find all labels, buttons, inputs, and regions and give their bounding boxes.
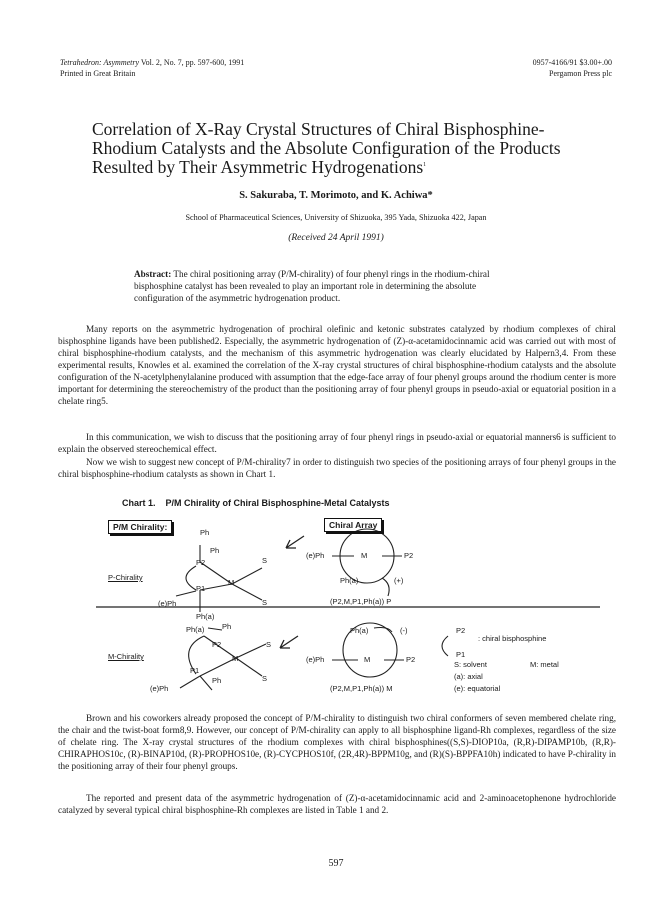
affiliation: School of Pharmaceutical Sciences, University of Shizuoka, 395 Yada, Shizuoka 422, Japan — [185, 213, 487, 222]
m-label-s-bottom: S — [262, 674, 268, 683]
label-s-bottom: S — [262, 598, 268, 607]
circle-p-p2: P2 — [404, 551, 414, 560]
m-label-ph-bottom: Ph — [212, 676, 222, 685]
paragraph-3: Now we wish to suggest new concept of P/M-chirality7 in order to distinguish two species of the positioning arrays of four phenyl groups in the chiral bisphosphine-rhodium catalysts as shown in Chart 1. — [58, 457, 616, 479]
page-number: 597 — [328, 858, 344, 869]
article-code: 0957-4166/91 $3.00+.00 — [532, 58, 612, 67]
circle-p-e-ph: (e)Ph — [306, 551, 325, 560]
m-label-s-top: S — [266, 640, 272, 649]
circle-p-m: M — [361, 551, 368, 560]
label-e-ph: (e)Ph — [158, 599, 177, 608]
paragraph-4: Brown and his coworkers already proposed the concept of P/M-chirality to distinguish two chiral conformers of seven membered chelate ring, the chair and the twist-boat form8,9. However, our concept of P/M-chirality can apply to all bisphosphine ligand-Rh complexes, regardless of the size of chelate ring. The X-ray crystal structures of the rhodium complexes with chiral bisphosphines((S,S)-DIOP10a, (R,R)-DIPAMP10b, (R,R)-CHIRAPHOS10c, (R)-BINAP10d, (R)-PROPHOS10e, (R)-CYCPHOS10f, (2R,4R)-BPPM10g, and (R)(S)-BPPFA10h) indicated to have P-chirality in the positioning array of their four phenyl groups. — [58, 713, 616, 771]
circle-p-plus: (+) — [394, 576, 404, 585]
m-label-e-ph: (e)Ph — [150, 684, 169, 693]
legend-solvent: S: solvent — [454, 660, 487, 669]
circle-m-p2: P2 — [406, 655, 416, 664]
pm-chirality-label: P/M Chirality: — [108, 520, 172, 534]
publisher: Pergamon Press plc — [549, 69, 612, 78]
label-m: M — [228, 578, 235, 587]
legend-p1: P1 — [456, 650, 466, 659]
label-ph-2: Ph — [210, 546, 220, 555]
m-label-p2: P2 — [212, 640, 222, 649]
paragraph-1: Many reports on the asymmetric hydrogenation of prochiral olefinic and ketonic substrates catalyzed by rhodium complexes of chiral bisphosphine ligands have been published2. Especially, the asymmetric hydrogenation of (Z)-α-acetamidocinnamic acid was carried out with most of chiral bisphosphine-rhodium catalysts, and the mechanism of this asymmetric hydrogenation was clearly elucidated by Halpern3,4. From these experimental results, Knowles et al. examined the correlation of the X-ray crystal structures of chiral bisphosphine-rhodium catalysts and the absolute configuration of the N-acetylphenylalanine produced with assumption that the edge-face array of four phenyl groups around the rhodium center is more important for determining the stereochemistry of the product than the positioning array of four phenyl groups in pseudo-axial or equatorial position in a chelate ring5. — [58, 324, 616, 406]
authors: S. Sakuraba, T. Morimoto, and K. Achiwa* — [239, 190, 433, 201]
legend-chiral-bisphosphine: : chiral bisphosphine — [478, 634, 547, 643]
p-chirality-label: P-Chirality — [108, 573, 143, 582]
circle-m-ph-a: Ph(a) — [350, 626, 369, 635]
legend-metal: M: metal — [530, 660, 559, 669]
circle-m-minus: (-) — [400, 626, 408, 635]
m-label-ph-a: Ph(a) — [186, 625, 205, 634]
m-label-ph: Ph — [222, 622, 232, 631]
received-date: (Received 24 April 1991) — [288, 233, 384, 243]
p-formula: (P2,M,P1,Ph(a)) P — [330, 597, 392, 606]
paper-title: Correlation of X-Ray Crystal Structures of Chiral Bisphosphine-Rhodium Catalysts and the Absolute Configuration of the Products Resulted by Their Asymmetric Hydrogenations$^1$ — [92, 119, 561, 177]
m-chirality-label: M-Chirality — [108, 652, 144, 661]
journal-volume: Vol. 2, No. 7, pp. 597-600, 1991 — [140, 58, 245, 67]
label-p1: P1 — [196, 584, 206, 593]
paragraph-2: In this communication, we wish to discuss that the positioning array of four phenyl rings in pseudo-axial or equatorial manners6 is sufficient to explain the observed stereochemical effect. — [58, 432, 616, 454]
label-ph-top: Ph — [200, 528, 210, 537]
m-label-m: M — [232, 654, 239, 663]
paragraph-5: The reported and present data of the asymmetric hydrogenation of (Z)-α-acetamidocinnamic acid and 2-aminoacetophenone hydrochloride catalyzed by several typical chiral bisphosphine-Rh complexes are listed in Table 1 and 2. — [58, 793, 616, 815]
legend-axial: (a): axial — [454, 672, 483, 681]
legend-equatorial: (e): equatorial — [454, 684, 501, 693]
circle-p-ph-a: Ph(a) — [340, 576, 359, 585]
abstract-label: Abstract: — [134, 269, 172, 279]
label-ph-a: Ph(a) — [196, 612, 215, 621]
chiral-array-label: Chiral Array — [324, 518, 382, 532]
m-label-p1: P1 — [190, 666, 200, 675]
circle-m-e-ph: (e)Ph — [306, 655, 325, 664]
chart-caption: Chart 1. P/M Chirality of Chiral Bisphosphine-Metal Catalysts — [122, 498, 390, 508]
journal-name: Tetrahedron: Asymmetry — [60, 58, 140, 67]
label-p2: P2 — [196, 558, 206, 567]
m-formula: (P2,M,P1,Ph(a)) M — [330, 684, 393, 693]
circle-m-m: M — [364, 655, 371, 664]
printed-in: Printed in Great Britain — [60, 69, 136, 78]
abstract-text: The chiral positioning array (P/M-chirality) of four phenyl rings in the rhodium-chiral bisphosphine catalyst has been revealed to play an important role in determining the absolute configuration of the asymmetric hydrogenation product. — [134, 269, 490, 303]
legend-p2: P2 — [456, 626, 466, 635]
label-s-top: S — [262, 556, 268, 565]
